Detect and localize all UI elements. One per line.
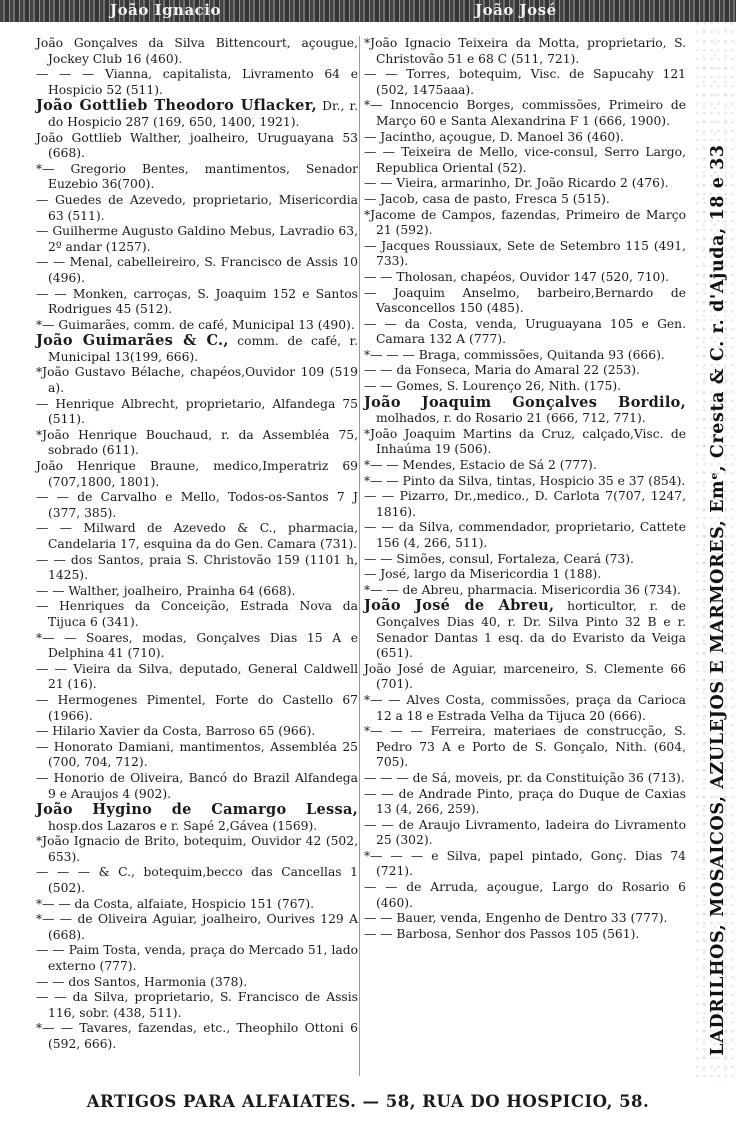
vertical-advertisement: LADRILHOS, MOSAICOS, AZULEJOS E MARMORES, Emᵉ, Cresta & C. r. d'Ajuda, 18 e 33: [708, 144, 728, 1056]
directory-entry: João Gottlieb Theodoro Uflacker, Dr., r. do Hospicio 287 (169, 650, 1400, 1921).: [36, 97, 358, 129]
directory-entry: — Jacintho, açougue, D. Manoel 36 (460).: [364, 129, 624, 144]
directory-entry: — — da Silva, commendador, proprietario, Cattete 156 (4, 266, 511).: [364, 520, 686, 550]
directory-entry: — — da Fonseca, Maria do Amaral 22 (253).: [364, 363, 640, 378]
directory-entry: *— Innocencio Borges, commissões, Primeiro de Março 60 e Santa Alexandrina F 1 (666, 1900).: [364, 98, 686, 128]
entry-name-bold: João Guimarães & C.,: [36, 332, 229, 350]
directory-entry: João Gottlieb Walther, joalheiro, Uruguayana 53 (668).: [36, 130, 358, 161]
directory-entry: João José de Aguiar, marceneiro, S. Clemente 66 (701).: [364, 661, 686, 692]
directory-entry: — — Pizarro, Dr.,medico., D. Carlota 7(707, 1247, 1816).: [364, 489, 686, 519]
footer-advertisement: ARTIGOS PARA ALFAIATES. — 58, RUA DO HOSPICIO, 58.: [86, 1092, 650, 1111]
directory-entry: — — Barbosa, Senhor dos Passos 105 (561).: [364, 926, 640, 941]
directory-entry: *— — de Oliveira Aguiar, joalheiro, Ourives 129 A (668).: [36, 912, 358, 942]
directory-entry: — — Teixeira de Mello, vice-consul, Serro Largo, Republica Oriental (52).: [364, 145, 686, 175]
directory-entry: *— — Mendes, Estacio de Sá 2 (777).: [364, 458, 597, 473]
directory-entry: — — da Costa, venda, Uruguayana 105 e Gen. Camara 132 A (777).: [364, 316, 686, 347]
entry-name-bold: João Joaquim Gonçalves Bordilo,: [364, 393, 686, 411]
directory-entry: *— — — Ferreira, materiaes de construcção, S. Pedro 73 A e Porto de S. Gonçalo, Nith. (604, 705).: [364, 724, 686, 770]
directory-entry: — Guedes de Azevedo, proprietario, Misericordia 63 (511).: [36, 192, 358, 223]
directory-entry: — Jacques Roussiaux, Sete de Setembro 115 (491, 733).: [364, 238, 686, 269]
directory-entry: *— — Alves Costa, commissões, praça da Carioca 12 a 18 e Estrada Velha da Tijuca 20 (666).: [364, 692, 686, 723]
directory-entry: — Joaquim Anselmo, barbeiro,Bernardo de Vasconcellos 150 (485).: [364, 285, 686, 316]
directory-entry: — — Gomes, S. Lourenço 26, Nith. (175).: [364, 379, 622, 394]
directory-entry: *— — Soares, modas, Gonçalves Dias 15 A e Delphina 41 (710).: [36, 630, 358, 661]
directory-entry: João Gonçalves da Silva Bittencourt, açougue, Jockey Club 16 (460).: [36, 36, 358, 66]
directory-entry: — Henriques da Conceição, Estrada Nova da Tijuca 6 (341).: [36, 599, 358, 629]
directory-entry: — — — & C., botequim,becco das Cancellas 1 (502).: [36, 865, 358, 896]
directory-entry: João José de Abreu, horticultor, r. de Gonçalves Dias 40, r. Dr. Silva Pinto 32 B e r. Senador Dantas 1 esq. da do Evaristo da Veiga (651).: [364, 597, 686, 661]
directory-entry: — — — Vianna, capitalista, Livramento 64 e Hospicio 52 (511).: [36, 67, 358, 97]
directory-entry: — — — de Sá, moveis, pr. da Constituição 36 (713).: [364, 770, 685, 785]
running-header-right: João José: [475, 1, 557, 19]
directory-entry: João Joaquim Gonçalves Bordilo, molhados, r. do Rosario 21 (666, 712, 771).: [364, 393, 686, 426]
directory-entry: *— — de Abreu, pharmacia. Misericordia 36 (734).: [364, 582, 681, 597]
directory-entry: — — Menal, cabelleireiro, S. Francisco de Assis 10 (496).: [36, 255, 358, 285]
directory-entry: — Honorio de Oliveira, Bancó do Brazil Alfandega 9 e Araujos 4 (902).: [36, 770, 358, 801]
directory-entry: — — de Carvalho e Mello, Todos-os-Santos 7 J (377, 385).: [36, 490, 358, 520]
directory-entry: *— — — Braga, commissões, Quitanda 93 (666).: [364, 347, 665, 362]
directory-entry: *— — da Costa, alfaiate, Hospicio 151 (767).: [36, 896, 315, 911]
directory-entry: *— Gregorio Bentes, mantimentos, Senador Euzebio 36(700).: [36, 161, 358, 192]
directory-entry: *João Ignacio Teixeira da Motta, proprietario, S. Christovão 51 e 68 C (511, 721).: [364, 36, 686, 66]
entry-name-bold: João Gottlieb Theodoro Uflacker,: [36, 97, 317, 115]
directory-entry: *João Ignacio de Brito, botequim, Ouvidor 42 (502, 653).: [36, 834, 358, 864]
directory-entry: — Hilario Xavier da Costa, Barroso 65 (966).: [36, 724, 316, 739]
directory-entry: — Hermogenes Pimentel, Forte do Castello 67 (1966).: [36, 692, 358, 723]
directory-entry: *— — Pinto da Silva, tintas, Hospicio 35 e 37 (854).: [364, 473, 686, 488]
left-column: [36, 36, 358, 1053]
directory-entry: — Honorato Damiani, mantimentos, Assembléa 25 (700, 704, 712).: [36, 739, 358, 770]
running-header-left: João Ignacio: [110, 1, 222, 19]
directory-entry: — — dos Santos, praia S. Christovão 159 (1101 h, 1425).: [36, 552, 358, 583]
directory-entry: — — da Silva, proprietario, S. Francisco de Assis 116, sobr. (438, 511).: [36, 990, 358, 1020]
directory-entry: — Henrique Albrecht, proprietario, Alfandega 75 (511).: [36, 396, 358, 427]
directory-entry: — — Vieira da Silva, deputado, General Caldwell 21 (16).: [36, 661, 358, 692]
directory-entry: — — Bauer, venda, Engenho de Dentro 33 (777).: [364, 911, 668, 926]
directory-entry: *— — Tavares, fazendas, etc., Theophilo Ottoni 6 (592, 666).: [36, 1021, 358, 1051]
directory-entry: — — Paim Tosta, venda, praça do Mercado 51, lado externo (777).: [36, 943, 358, 974]
directory-entry: *Jacome de Campos, fazendas, Primeiro de Março 21 (592).: [364, 207, 686, 238]
directory-entry: — — Walther, joalheiro, Prainha 64 (668).: [36, 583, 296, 598]
directory-entry: *João Henrique Bouchaud, r. da Assembléa 75, sobrado (611).: [36, 427, 358, 458]
directory-entry: *— — — e Silva, papel pintado, Gonç. Dias 74 (721).: [364, 848, 686, 879]
directory-entry: — — de Arruda, açougue, Largo do Rosario 6 (460).: [364, 880, 686, 910]
directory-entry: — Jacob, casa de pasto, Fresca 5 (515).: [364, 191, 610, 206]
directory-entry: João Henrique Braune, medico,Imperatriz 69 (707,1800, 1801).: [36, 459, 358, 489]
directory-entry: — — de Andrade Pinto, praça do Duque de Caxias 13 (4, 266, 259).: [364, 786, 686, 817]
right-column: [364, 36, 686, 942]
directory-entry: João Hygino de Camargo Lessa, hosp.dos Lazaros e r. Sapé 2,Gávea (1569).: [36, 801, 358, 833]
directory-entry: — — Monken, carroças, S. Joaquim 152 e Santos Rodrigues 45 (512).: [36, 286, 358, 317]
directory-entry: João Guimarães & C., comm. de café, r. Municipal 13(199, 666).: [36, 332, 358, 364]
directory-entry: — — dos Santos, Harmonia (378).: [36, 974, 248, 989]
directory-entry: — — Torres, botequim, Visc. de Sapucahy 121 (502, 1475aaa).: [364, 67, 686, 97]
directory-entry: — — Vieira, armarinho, Dr. João Ricardo 2 (476).: [364, 176, 669, 191]
directory-entry: — — Simões, consul, Fortaleza, Ceará (73).: [364, 551, 634, 566]
column-divider: [359, 36, 360, 1076]
entry-name-bold: João Hygino de Camargo Lessa,: [36, 801, 358, 819]
entry-name-bold: João José de Abreu,: [364, 597, 555, 615]
directory-entry: *— Guimarães, comm. de café, Municipal 13 (490).: [36, 317, 355, 332]
directory-entry: — Guilherme Augusto Galdino Mebus, Lavradio 63, 2º andar (1257).: [36, 224, 358, 254]
directory-entry: *João Gustavo Bélache, chapéos,Ouvidor 109 (519 a).: [36, 365, 358, 396]
directory-entry: — — Tholosan, chapéos, Ouvidor 147 (520, 710).: [364, 269, 670, 284]
directory-entry: *João Joaquim Martins da Cruz, calçado,Visc. de Inhaúma 19 (506).: [364, 426, 686, 457]
directory-entry: — — Milward de Azevedo & C., pharmacia, Candelaria 17, esquina da do Gen. Camara (731).: [36, 521, 358, 551]
directory-entry: — — de Araujo Livramento, ladeira do Livramento 25 (302).: [364, 817, 686, 848]
directory-entry: — José, largo da Misericordia 1 (188).: [364, 567, 602, 582]
